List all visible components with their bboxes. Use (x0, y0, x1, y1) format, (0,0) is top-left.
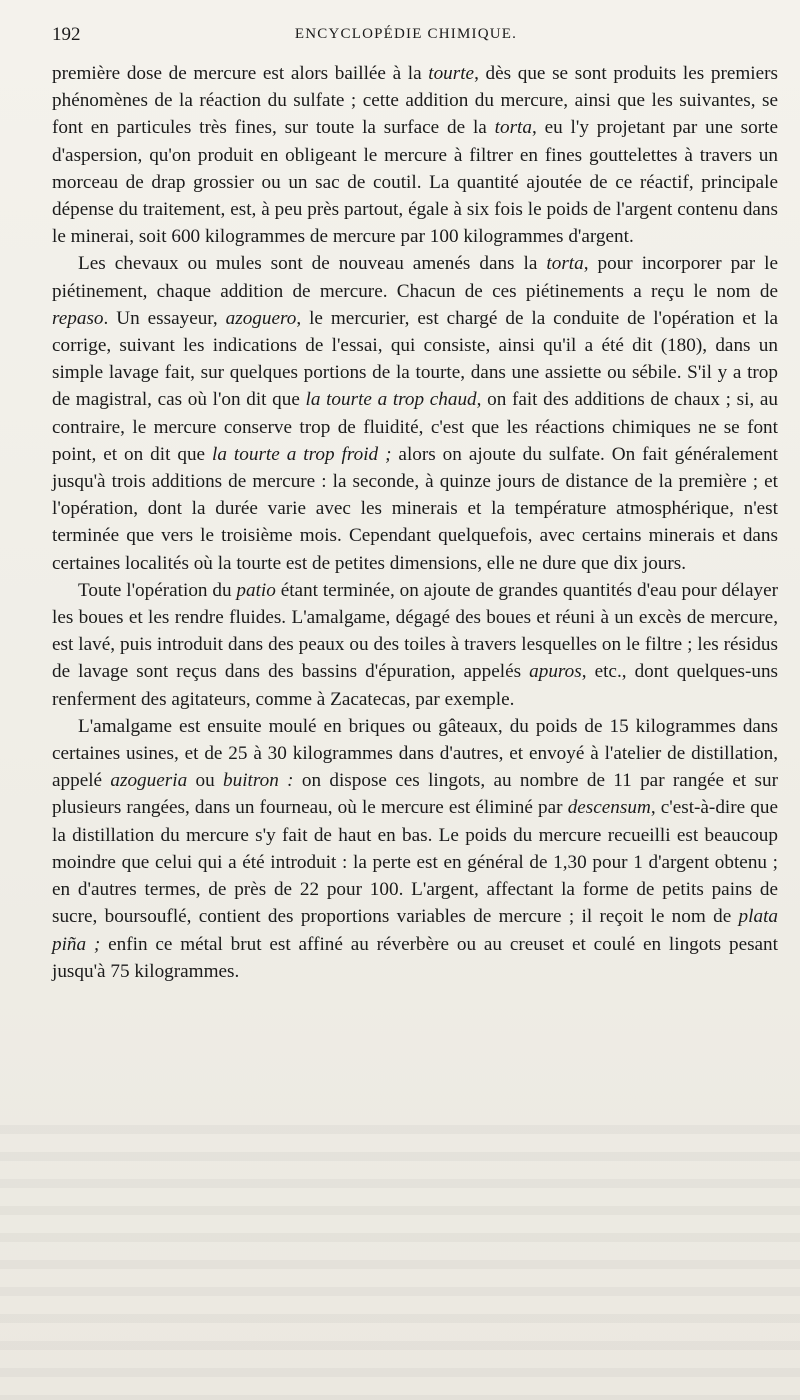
italic-term: torta (494, 117, 532, 139)
text-run: , dès que se sont produits les premiers phénomènes de la réaction du sulfate ; cette addition du mercure, ainsi que les suivantes, se font en particules très fines, sur toute la surface de la (52, 63, 778, 139)
body-text (52, 60, 778, 985)
text-run: . Un essayeur, (103, 307, 226, 329)
italic-term: patio (236, 579, 276, 601)
text-run: on dispose ces lingots, au nombre de 11 par rangée et sur plusieurs rangées, dans un fourneau, où le mercure est éliminé par (52, 770, 778, 819)
page-header (52, 24, 760, 48)
text-run: , pour incorporer par le piétinement, chaque addition de mercure. Chacun de ces piétinements a reçu le nom de (52, 253, 778, 302)
italic-term: descensum (567, 797, 651, 819)
text-run: alors on ajoute du sulfate. On fait généralement jusqu'à trois additions de mercure : la seconde, à quinze jours de distance de la première ; et l'opération, dont la durée varie avec les minerais et la température atmosphérique, n'est terminée que vers le troisième mois. Cependant quelquefois, avec certains minerais et dans certaines localités où la tourte est de petites dimensions, elle ne dure que dix jours. (52, 443, 779, 574)
text-run: , on fait des additions de chaux ; si, au contraire, le mercure conserve trop de fluidité, c'est que les réactions chimiques ne se font point, et on dit que (52, 389, 778, 465)
text-run: ou (187, 770, 224, 792)
text-run: enfin ce métal brut est affiné au réverbère ou au creuset et coulé en lingots pesant jusqu'à 75 kilogrammes. (52, 933, 778, 982)
text-run: , etc., dont quelques-uns renferment des agitateurs, comme à Zacatecas, par exemple. (52, 661, 778, 710)
page-number: 192 (52, 24, 81, 45)
italic-term: torta (546, 253, 584, 275)
text-run: , c'est-à-dire que la distillation du mercure s'y fait de haut en bas. Le poids du mercure recueilli est beaucoup moindre que celui qui a été introduit : la perte est en général de 1,30 pour 1 d'argent obtenu ; en d'autres termes, de près de 22 pour 100. L'argent, affectant la forme de petits pains de sucre, boursouflé, contient des proportions variables de mercure ; il reçoit le nom de (52, 797, 778, 928)
paragraph (52, 60, 778, 250)
text-run: étant terminée, on ajoute de grandes quantités d'eau pour délayer les boues et les rendre fluides. L'amalgame, dégagé des boues et réuni à un excès de mercure, est lavé, puis introduit dans des peaux ou des toiles à travers lesquelles on le filtre ; les résidus de lavage sont reçus dans des bassins d'épuration, appelés (52, 579, 778, 683)
italic-term: repaso (52, 307, 104, 329)
italic-term: buitron : (223, 770, 294, 792)
italic-term: azoguero (225, 307, 297, 329)
bleed-through-text (0, 1125, 800, 1400)
italic-term: plata piña ; (52, 906, 778, 955)
text-run: L'amalgame est ensuite moulé en briques ou gâteaux, du poids de 15 kilogrammes dans certaines usines, et de 25 à 30 kilogrammes dans d'autres, et envoyé à l'atelier de distillation, appelé (52, 715, 778, 792)
running-title: ENCYCLOPÉDIE CHIMIQUE. (294, 26, 518, 42)
italic-term: apuros (529, 661, 582, 683)
text-run: , le mercurier, est chargé de la conduite de l'opération et la corrige, suivant les indications de l'essai, qui consiste, ainsi qu'il a été dit (180), dans un simple lavage fait, sur quelques portions de la tourte, dans une assiette ou sébile. S'il y a trop de magistral, cas où l'on dit que (52, 307, 778, 411)
italic-term: tourte (428, 63, 475, 84)
text-run: Toute l'opération du (78, 579, 237, 601)
text-run: Les chevaux ou mules sont de nouveau amenés dans la (78, 253, 547, 275)
italic-term: la tourte a trop froid ; (212, 443, 392, 465)
italic-term: azogueria (110, 770, 188, 792)
paragraph (52, 250, 778, 576)
paragraph (52, 577, 778, 713)
italic-term: la tourte a trop chaud (305, 389, 477, 411)
paragraph (52, 713, 778, 985)
text-run: première dose de mercure est alors baillée à la (52, 63, 429, 84)
text-run: , eu l'y projetant par une sorte d'aspersion, qu'on produit en obligeant le mercure à filtrer en fines gouttelettes à travers un morceau de drap grossier ou un sac de coutil. La quantité ajoutée de ce réactif, principale dépense du traitement, est, à peu près partout, égale à six fois le poids de l'argent contenu dans le minerai, soit 600 kilogrammes de mercure par 100 kilogrammes d'argent. (52, 117, 778, 248)
